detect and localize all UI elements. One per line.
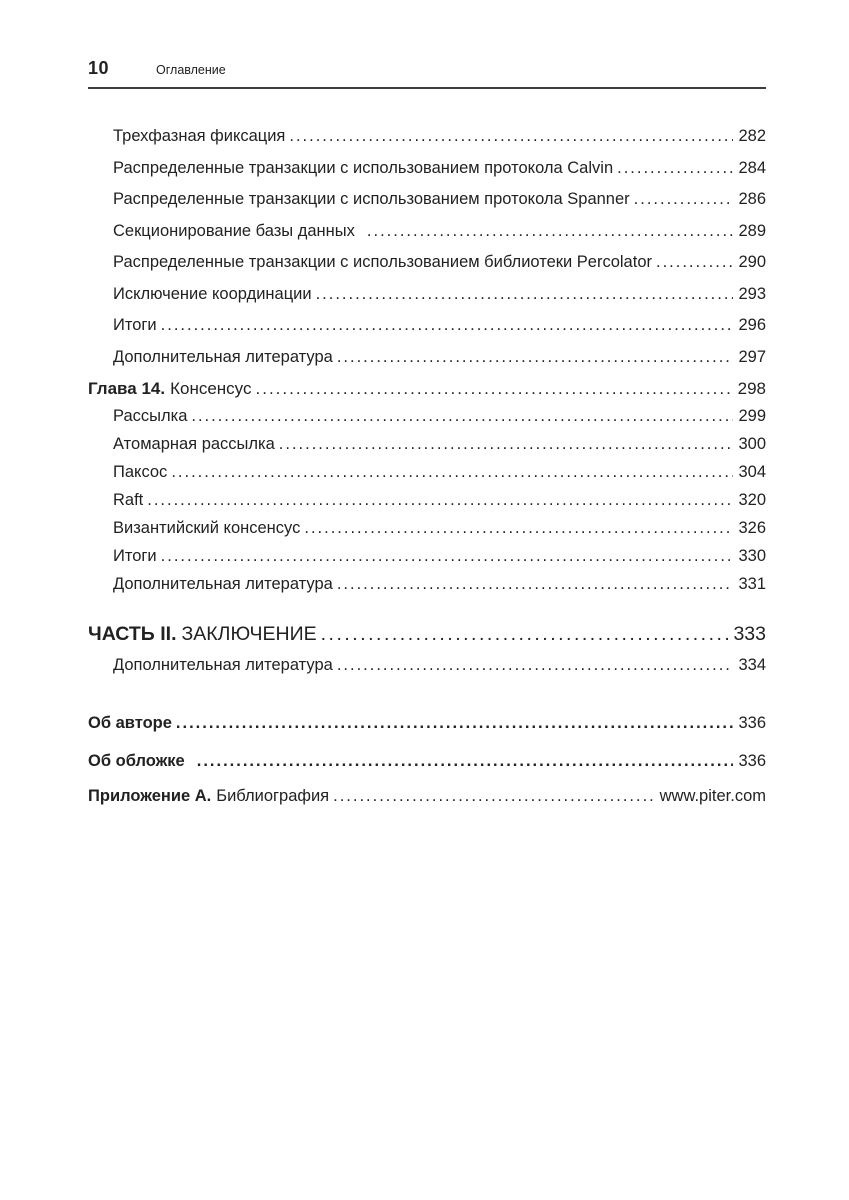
toc-entry-page: 336 bbox=[738, 752, 766, 770]
dot-leader bbox=[617, 159, 733, 178]
toc-entry-page: 282 bbox=[738, 127, 766, 145]
toc-entry-title: Консенсус bbox=[170, 379, 252, 398]
toc-entry-page: 296 bbox=[738, 316, 766, 334]
toc-entry-page: 320 bbox=[738, 491, 766, 509]
toc-entry-prefix: ЧАСТЬ II. bbox=[88, 623, 177, 645]
dot-leader bbox=[197, 752, 734, 771]
toc-appendix-entry bbox=[88, 787, 766, 806]
toc-entry-title: Распределенные транзакции с использованием протокола Calvin bbox=[113, 158, 614, 177]
toc-entry bbox=[113, 435, 766, 454]
toc-entry-title: Трехфазная фиксация bbox=[113, 127, 286, 145]
toc-entry-page: 331 bbox=[738, 575, 766, 593]
toc-entry-page: 289 bbox=[738, 221, 766, 240]
toc-entry bbox=[113, 222, 766, 241]
toc-entry-prefix: Приложение А. bbox=[88, 787, 212, 805]
dot-leader bbox=[176, 714, 734, 733]
dot-leader bbox=[321, 623, 732, 646]
toc-entry bbox=[113, 190, 766, 209]
toc-entry-title: Византийский консенсус bbox=[113, 519, 301, 537]
dot-leader bbox=[367, 222, 734, 241]
toc-chapter-entry bbox=[88, 379, 766, 398]
toc-entry bbox=[113, 491, 766, 510]
dot-leader bbox=[316, 285, 734, 304]
toc-entry bbox=[113, 159, 766, 178]
toc-entry-page: 333 bbox=[733, 623, 766, 645]
dot-leader bbox=[289, 127, 733, 146]
toc-entry-title: ЗАКЛЮЧЕНИЕ bbox=[181, 623, 317, 645]
dot-leader bbox=[304, 519, 733, 538]
toc-entry-title: Итоги bbox=[113, 547, 157, 565]
page-content bbox=[88, 0, 766, 806]
toc-backmatter-entry bbox=[88, 714, 766, 733]
dot-leader bbox=[279, 435, 734, 454]
toc-entry-page: 298 bbox=[737, 379, 766, 398]
dot-leader bbox=[337, 348, 734, 367]
dot-leader bbox=[337, 575, 734, 594]
toc-entry-page: 330 bbox=[738, 547, 766, 565]
header-rule bbox=[88, 87, 766, 89]
toc-entry-page: www.piter.com bbox=[659, 787, 766, 805]
toc-entry-page: 336 bbox=[738, 714, 766, 732]
toc-entry-title: Дополнительная литература bbox=[113, 347, 333, 366]
toc-entry-title: Итоги bbox=[113, 316, 157, 334]
toc-entry bbox=[113, 348, 766, 367]
dot-leader bbox=[171, 463, 733, 482]
toc-entry-page: 297 bbox=[738, 347, 766, 366]
toc-entry bbox=[113, 547, 766, 566]
dot-leader bbox=[161, 547, 734, 566]
dot-leader bbox=[147, 491, 733, 510]
header-title: Оглавление bbox=[156, 63, 226, 77]
toc-entry bbox=[113, 407, 766, 426]
toc-entry bbox=[113, 316, 766, 335]
toc-entry-page: 286 bbox=[738, 190, 766, 208]
toc-entry-title: Об авторе bbox=[88, 714, 172, 732]
toc-entry-page: 334 bbox=[738, 656, 766, 674]
dot-leader bbox=[191, 407, 733, 426]
toc-entry bbox=[113, 519, 766, 538]
toc-entry-title: Исключение координации bbox=[113, 284, 312, 303]
toc-entry-prefix: Глава 14. bbox=[88, 379, 166, 398]
toc-entry-title: Распределенные транзакции с использованием библиотеки Percolator bbox=[113, 253, 652, 271]
toc-entry-page: 300 bbox=[738, 435, 766, 453]
toc-entry-page: 326 bbox=[738, 519, 766, 537]
toc-entry-page: 304 bbox=[738, 463, 766, 481]
page-header bbox=[88, 58, 766, 78]
dot-leader bbox=[337, 656, 734, 675]
toc-entry-title: Распределенные транзакции с использованием протокола Spanner bbox=[113, 190, 630, 208]
toc-backmatter-entry bbox=[88, 752, 766, 771]
toc-entry bbox=[113, 285, 766, 304]
toc-entry-page: 284 bbox=[738, 158, 766, 177]
toc-entry-title: Об обложке bbox=[88, 752, 185, 770]
dot-leader bbox=[333, 787, 655, 806]
toc-entry-page: 299 bbox=[738, 407, 766, 425]
toc-entry-title: Дополнительная литература bbox=[113, 656, 333, 674]
table-of-contents bbox=[88, 127, 766, 806]
dot-leader bbox=[161, 316, 734, 335]
toc-entry-title: Raft bbox=[113, 491, 144, 509]
toc-entry bbox=[113, 656, 766, 675]
toc-entry bbox=[113, 127, 766, 146]
toc-entry-title: Паксос bbox=[113, 463, 168, 481]
page-number: 10 bbox=[88, 58, 110, 78]
toc-entry-page: 293 bbox=[738, 284, 766, 303]
toc-entry-title: Библиография bbox=[216, 787, 330, 805]
toc-entry-title: Секционирование базы данных bbox=[113, 221, 355, 240]
dot-leader bbox=[256, 379, 733, 398]
dot-leader bbox=[656, 253, 733, 272]
dot-leader bbox=[634, 190, 734, 209]
toc-entry-page: 290 bbox=[738, 253, 766, 271]
toc-entry-title: Рассылка bbox=[113, 407, 188, 425]
toc-entry bbox=[113, 253, 766, 272]
toc-entry bbox=[113, 463, 766, 482]
toc-entry-title: Дополнительная литература bbox=[113, 575, 333, 593]
toc-entry-title: Атомарная рассылка bbox=[113, 435, 275, 453]
toc-part-entry bbox=[88, 623, 766, 646]
toc-entry bbox=[113, 575, 766, 594]
